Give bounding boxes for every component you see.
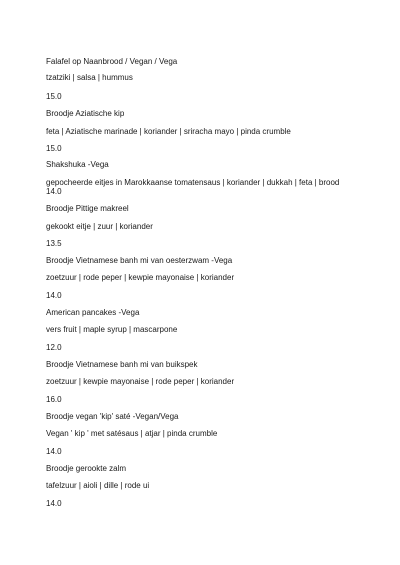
menu-item-price: 14.0: [46, 447, 62, 456]
menu-item-price: 16.0: [46, 395, 62, 404]
menu-item-ingredients: vers fruit | maple syrup | mascarpone: [46, 325, 178, 334]
menu-item-price: 14.0: [46, 291, 62, 300]
menu-item-name: American pancakes -Vega: [46, 308, 140, 317]
menu-item-price: 14.0: [46, 499, 62, 508]
menu-item-name: Falafel op Naanbrood / Vegan / Vega: [46, 57, 178, 66]
menu-item-price: 14.0: [46, 187, 62, 196]
menu-item-ingredients: gepocheerde eitjes in Marokkaanse tomatensaus | koriander | dukkah | feta | brood: [46, 178, 340, 187]
menu-item-name: Broodje Vietnamese banh mi van oesterzwam -Vega: [46, 256, 233, 265]
menu-item-name: Broodje Aziatische kip: [46, 109, 125, 118]
menu-item-ingredients: gekookt eitje | zuur | koriander: [46, 222, 153, 231]
menu-item-price: 15.0: [46, 144, 62, 153]
menu-item-price: 13.5: [46, 239, 62, 248]
menu-item-ingredients: Vegan ' kip ' met satésaus | atjar | pinda crumble: [46, 429, 218, 438]
menu-item-name: Broodje Vietnamese banh mi van buikspek: [46, 360, 198, 369]
menu-item-ingredients: tafelzuur | aioli | dille | rode ui: [46, 481, 150, 490]
menu-item-price: 15.0: [46, 92, 62, 101]
menu-item-name: Shakshuka -Vega: [46, 160, 109, 169]
menu-item-ingredients: zoetzuur | rode peper | kewpie mayonaise | koriander: [46, 273, 235, 282]
menu-item-price: 12.0: [46, 343, 62, 352]
menu-item-name: Broodje vegan 'kip' saté -Vegan/Vega: [46, 412, 179, 421]
menu-item-name: Broodje Pittige makreel: [46, 204, 129, 213]
menu-item-name: Broodje gerookte zalm: [46, 464, 127, 473]
menu-item-ingredients: tzatziki | salsa | hummus: [46, 73, 133, 82]
menu-item-ingredients: zoetzuur | kewpie mayonaise | rode peper | koriander: [46, 377, 235, 386]
menu-item-ingredients: feta | Aziatische marinade | koriander | sriracha mayo | pinda crumble: [46, 127, 291, 136]
